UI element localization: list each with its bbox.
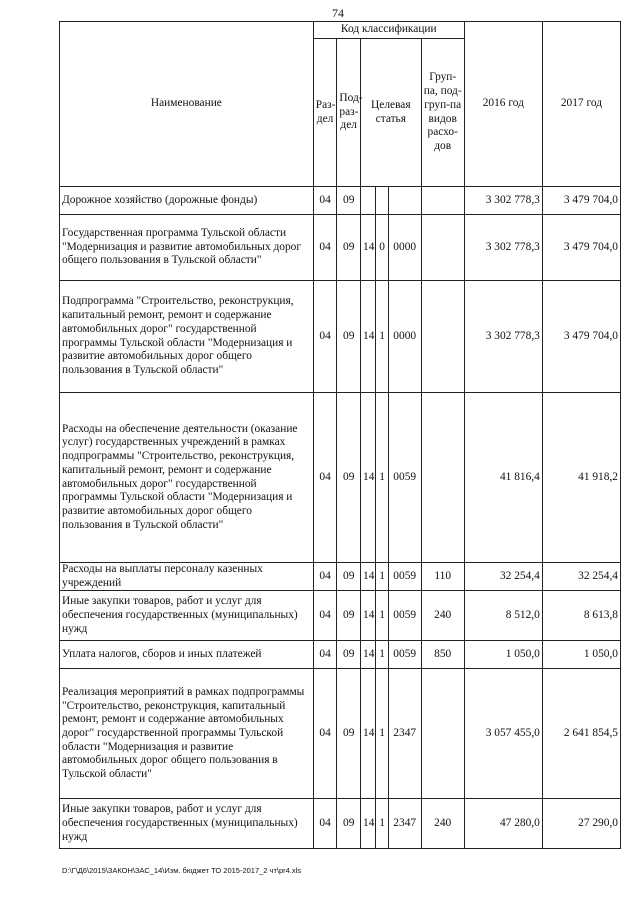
- row-amount-2017: 2 641 854,5: [542, 669, 620, 799]
- row-target-direction: 0059: [388, 591, 421, 641]
- row-target-subprogram: 1: [376, 281, 388, 393]
- row-section: 04: [313, 641, 337, 669]
- row-target-direction: 0059: [388, 563, 421, 591]
- row-section: 04: [313, 393, 337, 563]
- budget-table: [59, 21, 621, 849]
- row-subsection: 09: [337, 281, 361, 393]
- row-expense-group: [421, 215, 464, 281]
- header-section: Раз-дел: [313, 39, 337, 187]
- row-target-program: 14: [361, 669, 376, 799]
- header-target-article: Целевая статья: [361, 39, 422, 187]
- row-expense-group: [421, 187, 464, 215]
- row-target-subprogram: 1: [376, 591, 388, 641]
- header-expense-group: Груп-па, под-груп-па видов расхо-дов: [421, 39, 464, 187]
- row-name: Дорожное хозяйство (дорожные фонды): [60, 187, 314, 215]
- row-expense-group: 110: [421, 563, 464, 591]
- row-amount-2016: 32 254,4: [464, 563, 542, 591]
- table-row: [60, 393, 621, 563]
- table-row: [60, 187, 621, 215]
- file-path-footer: D:\Г\Д6\2015\ЗАКОН\ЗАС_14\Изм. бюджет ТО 2015-2017_2 чт\pr4.xls: [62, 866, 302, 875]
- row-name: Уплата налогов, сборов и иных платежей: [60, 641, 314, 669]
- row-target-program: 14: [361, 281, 376, 393]
- row-section: 04: [313, 215, 337, 281]
- page-number: 74: [332, 6, 344, 20]
- table-row: [60, 641, 621, 669]
- row-name: Реализация мероприятий в рамках подпрограммы "Строительство, реконструкция, капитальный ремонт, ремонт и содержание автомобильных дорог" государственной программы Тульской области "Модернизация и развитие автомобильных дорог общего пользования в Тульской области": [60, 669, 314, 799]
- row-section: 04: [313, 187, 337, 215]
- row-target-direction: 2347: [388, 669, 421, 799]
- row-amount-2017: 41 918,2: [542, 393, 620, 563]
- row-target-subprogram: 1: [376, 669, 388, 799]
- row-target-subprogram: 1: [376, 799, 388, 849]
- row-expense-group: [421, 393, 464, 563]
- row-amount-2017: 32 254,4: [542, 563, 620, 591]
- row-target-direction: 2347: [388, 799, 421, 849]
- row-amount-2016: 3 302 778,3: [464, 215, 542, 281]
- row-target-direction: 0059: [388, 393, 421, 563]
- header-classification-code: Код классификации: [313, 22, 464, 39]
- row-amount-2016: 47 280,0: [464, 799, 542, 849]
- row-subsection: 09: [337, 563, 361, 591]
- table-row: [60, 563, 621, 591]
- header-year-2017: 2017 год: [542, 22, 620, 187]
- row-amount-2017: 3 479 704,0: [542, 187, 620, 215]
- table-row: [60, 591, 621, 641]
- row-subsection: 09: [337, 669, 361, 799]
- row-name: Расходы на выплаты персоналу казенных учреждений: [60, 563, 314, 591]
- row-amount-2016: 3 302 778,3: [464, 187, 542, 215]
- row-target-program: [361, 187, 376, 215]
- row-expense-group: [421, 281, 464, 393]
- row-subsection: 09: [337, 799, 361, 849]
- row-target-subprogram: [376, 187, 388, 215]
- header-row: [60, 22, 621, 39]
- row-target-direction: 0000: [388, 281, 421, 393]
- table-row: [60, 281, 621, 393]
- row-subsection: 09: [337, 187, 361, 215]
- row-target-program: 14: [361, 215, 376, 281]
- row-expense-group: 240: [421, 591, 464, 641]
- row-target-program: 14: [361, 641, 376, 669]
- row-subsection: 09: [337, 641, 361, 669]
- row-amount-2017: 3 479 704,0: [542, 281, 620, 393]
- row-target-subprogram: 1: [376, 563, 388, 591]
- row-target-program: 14: [361, 563, 376, 591]
- row-amount-2016: 3 057 455,0: [464, 669, 542, 799]
- row-subsection: 09: [337, 591, 361, 641]
- header-subsection: Под-раз-дел: [337, 39, 361, 187]
- row-target-program: 14: [361, 591, 376, 641]
- row-target-program: 14: [361, 393, 376, 563]
- row-name: Иные закупки товаров, работ и услуг для обеспечения государственных (муниципальных) нужд: [60, 799, 314, 849]
- row-expense-group: 850: [421, 641, 464, 669]
- row-name: Расходы на обеспечение деятельности (оказание услуг) государственных учреждений в рамках подпрограммы "Строительство, реконструкция, капитальный ремонт, ремонт и содержание автомобильных дорог" государственной программы Тульской области "Модернизация и развитие автомобильных дорог общего пользования в Тульской области": [60, 393, 314, 563]
- header-year-2016: 2016 год: [464, 22, 542, 187]
- row-amount-2017: 8 613,8: [542, 591, 620, 641]
- row-expense-group: 240: [421, 799, 464, 849]
- row-amount-2016: 3 302 778,3: [464, 281, 542, 393]
- row-subsection: 09: [337, 393, 361, 563]
- row-section: 04: [313, 669, 337, 799]
- row-subsection: 09: [337, 215, 361, 281]
- header-name: Наименование: [60, 22, 314, 187]
- row-section: 04: [313, 563, 337, 591]
- row-target-direction: 0000: [388, 215, 421, 281]
- row-target-subprogram: 0: [376, 215, 388, 281]
- row-name: Государственная программа Тульской области "Модернизация и развитие автомобильных дорог общего пользования в Тульской области": [60, 215, 314, 281]
- row-target-subprogram: 1: [376, 641, 388, 669]
- row-amount-2016: 8 512,0: [464, 591, 542, 641]
- row-section: 04: [313, 799, 337, 849]
- row-amount-2017: 3 479 704,0: [542, 215, 620, 281]
- row-amount-2017: 1 050,0: [542, 641, 620, 669]
- table-row: [60, 799, 621, 849]
- table-row: [60, 669, 621, 799]
- table-row: [60, 215, 621, 281]
- row-name: Подпрограмма "Строительство, реконструкция, капитальный ремонт, ремонт и содержание автомобильных дорог" государственной программы Тульской области "Модернизация и развитие автомобильных дорог общего пользования в Тульской области": [60, 281, 314, 393]
- row-section: 04: [313, 281, 337, 393]
- row-target-direction: [388, 187, 421, 215]
- row-amount-2016: 1 050,0: [464, 641, 542, 669]
- row-name: Иные закупки товаров, работ и услуг для обеспечения государственных (муниципальных) нужд: [60, 591, 314, 641]
- row-target-program: 14: [361, 799, 376, 849]
- row-target-direction: 0059: [388, 641, 421, 669]
- row-target-subprogram: 1: [376, 393, 388, 563]
- row-amount-2017: 27 290,0: [542, 799, 620, 849]
- row-amount-2016: 41 816,4: [464, 393, 542, 563]
- row-expense-group: [421, 669, 464, 799]
- row-section: 04: [313, 591, 337, 641]
